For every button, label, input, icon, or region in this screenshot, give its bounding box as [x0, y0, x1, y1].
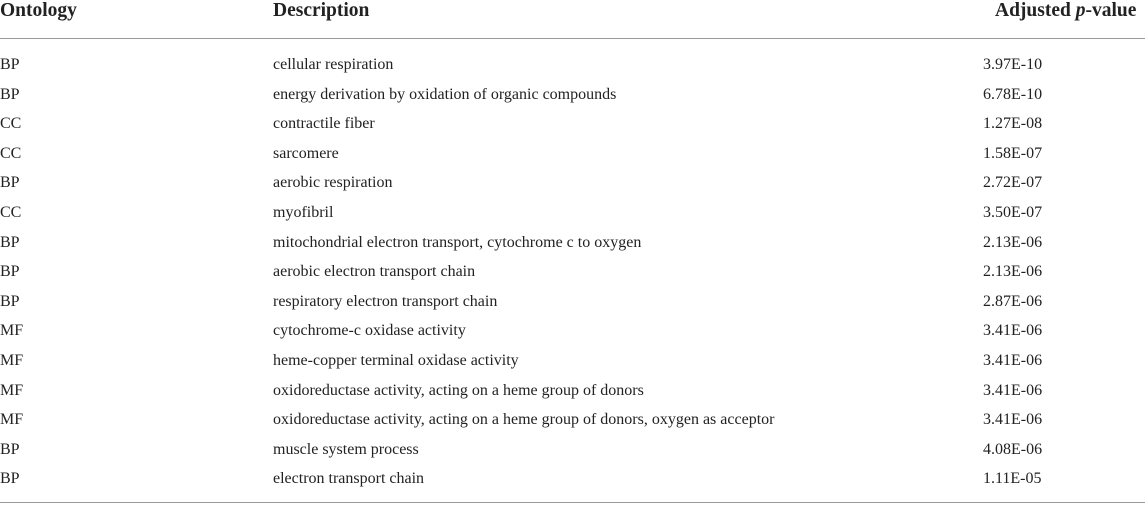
cell-ontology: BP [0, 56, 20, 73]
cell-description: aerobic respiration [273, 174, 393, 192]
cell-description: oxidoreductase activity, acting on a heme group of donors, oxygen as acceptor [273, 411, 775, 429]
cell-description: electron transport chain [273, 470, 425, 488]
cell-ontology: CC [0, 203, 22, 221]
cell-ontology: MF [0, 322, 24, 340]
cell-description: contractile fiber [273, 115, 375, 133]
table-row [0, 376, 1145, 406]
header-ontology: Ontology [0, 0, 77, 21]
cell-adjusted-p-value: 2.13E-06 [983, 233, 1043, 251]
cell-adjusted-p-value: 2.13E-06 [983, 263, 1043, 281]
cell-ontology: BP [0, 440, 20, 458]
cell-description: sarcomere [273, 144, 339, 162]
table-body [0, 39, 1145, 494]
table-row [0, 198, 1145, 228]
table-row [0, 50, 1145, 80]
cell-description: mitochondrial electron transport, cytochrome c to oxygen [273, 233, 642, 251]
table-header [0, 0, 1145, 39]
cell-ontology: BP [0, 292, 20, 310]
cell-description: aerobic electron transport chain [273, 263, 476, 281]
cell-adjusted-p-value: 3.41E-06 [983, 322, 1043, 340]
table-row [0, 346, 1145, 376]
table-row [0, 316, 1145, 346]
cell-adjusted-p-value: 1.58E-07 [983, 144, 1043, 162]
header-description: Description [273, 0, 370, 21]
table-row [0, 168, 1145, 198]
cell-adjusted-p-value: 2.72E-07 [983, 174, 1043, 192]
cell-description: oxidoreductase activity, acting on a heme group of donors [273, 381, 644, 399]
cell-adjusted-p-value: 3.41E-06 [983, 351, 1043, 369]
cell-adjusted-p-value: 3.97E-10 [983, 56, 1043, 73]
cell-ontology: BP [0, 470, 20, 488]
cell-ontology: MF [0, 381, 24, 399]
header-adjusted-p-value [995, 0, 1136, 22]
cell-ontology: MF [0, 411, 24, 429]
table-row [0, 405, 1145, 435]
cell-adjusted-p-value: 3.41E-06 [983, 381, 1043, 399]
cell-ontology: BP [0, 263, 20, 281]
table-row [0, 228, 1145, 258]
cell-ontology: BP [0, 174, 20, 192]
cell-ontology: CC [0, 115, 22, 133]
cell-adjusted-p-value: 3.41E-06 [983, 411, 1043, 429]
cell-description: cellular respiration [273, 56, 394, 73]
cell-ontology: BP [0, 233, 20, 251]
cell-adjusted-p-value: 1.27E-08 [983, 115, 1043, 133]
cell-description: muscle system process [273, 440, 419, 458]
cell-description: myofibril [273, 203, 334, 221]
cell-adjusted-p-value: 2.87E-06 [983, 292, 1043, 310]
table-row [0, 80, 1145, 110]
table-bottom-rule [0, 502, 1145, 503]
cell-ontology: CC [0, 144, 22, 162]
cell-description: cytochrome-c oxidase activity [273, 322, 466, 340]
cell-adjusted-p-value: 4.08E-06 [983, 440, 1043, 458]
table-row [0, 287, 1145, 317]
table-row [0, 109, 1145, 139]
cell-adjusted-p-value: 1.11E-05 [983, 470, 1042, 488]
cell-description: respiratory electron transport chain [273, 292, 498, 310]
header-pvalue-suffix: -value [1085, 0, 1137, 21]
table-row [0, 464, 1145, 494]
table-row [0, 139, 1145, 169]
table-row [0, 257, 1145, 287]
cell-description: heme-copper terminal oxidase activity [273, 351, 519, 369]
cell-ontology: MF [0, 351, 24, 369]
header-pvalue-prefix: Adjusted [995, 0, 1076, 21]
header-pvalue-italic-p: p [1075, 0, 1086, 21]
cell-description: energy derivation by oxidation of organic compounds [273, 85, 617, 103]
table-row [0, 435, 1145, 465]
cell-adjusted-p-value: 6.78E-10 [983, 85, 1043, 103]
cell-adjusted-p-value: 3.50E-07 [983, 203, 1043, 221]
cell-ontology: BP [0, 85, 20, 103]
